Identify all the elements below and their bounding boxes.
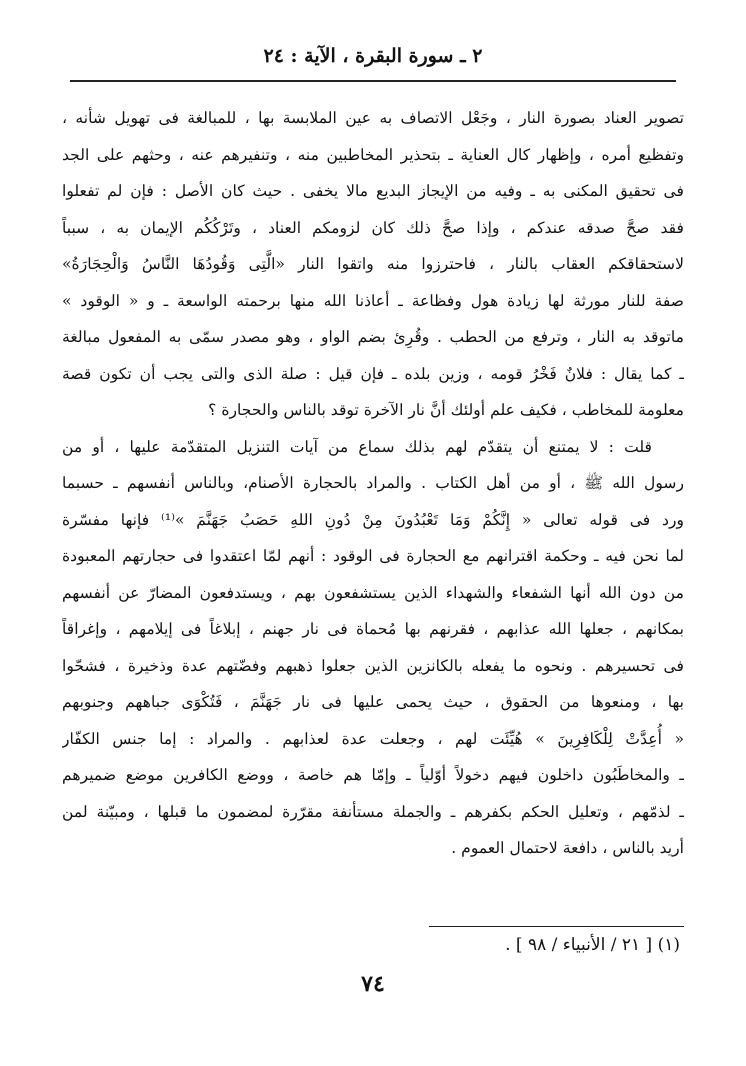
text-line: رسول الله ﷺ ، أو من أهل الكتاب . والمراد بالحجارة الأصنام، وبالناس أنفسهم ـ حسبما: [62, 474, 684, 492]
running-header: ٢ ـ سورة البقرة ، الآية : ٢٤: [263, 45, 483, 67]
text-line: وتفظيع أمره ، وإظهار كال العناية ـ بتحذير المخاطبين منه ، وتنفيرهم عنه ، وحثهم على الجد: [62, 145, 684, 164]
text-line: قلت : لا يمتنع أن يتقدّم لهم بذلك سماع من آيات التنزيل المتقدّمة عليها ، أو من: [62, 437, 652, 456]
text-line: معلومة للمخاطب ، فكيف علم أولئك أنَّ نار الآخرة توقد بالناس والحجارة ؟: [208, 401, 684, 419]
text-line: ـ والمخاطَبُون داخلون فيهم دخولاً أوّلياً ـ وإمّا هم خاصة ، ووضع الكافرين موضع ضميرهم: [62, 766, 684, 784]
page-number: ٧٤: [361, 971, 385, 997]
text-line: فى تحسيرهم . ونحوه ما يفعله بالكانزين الذين جعلوا ذهبهم وفضّتهم عدة وذخيرة ، فشحّوا: [62, 656, 684, 675]
text-line: ورد فى قوله تعالى « إِنَّكُمْ وَمَا تَعْبُدُونَ مِنْ دُونِ اللهِ حَصَبُ جَهَنَّمَ »⁽¹⁾ فإنها مفسّرة: [62, 510, 684, 529]
footnote-rule: [429, 926, 684, 927]
text-line: بها ، ومنعوها من الحقوق ، حيث يحمى عليها فى نار جَهَنَّمَ ، فَتُكْوَى جباههم وجنوبهم: [62, 693, 684, 711]
text-line: ماتوقد به النار ، وترفع من الحطب . وقُرِئ بضم الواو ، وهو مصدر سمّى به المفعول مبالغة: [62, 328, 684, 346]
header-rule: [70, 80, 676, 82]
text-line: ـ لذمّهم ، وتعليل الحكم بكفرهم ـ والجملة مستأنفة مقرّرة لمضمون ما قبلها ، ومبيّنة لمن: [62, 802, 684, 821]
text-line: « أُعِدَّتْ لِلْكَافِرِينَ » هُيِّئَت لهم ، وجعلت عدة لعذابهم . والمراد : إما جنس الكفّار: [62, 729, 684, 748]
text-line: لاستحقاقكم العقاب بالنار ، فاحترزوا منه واتقوا النار «الَّتِى وَقُودُهَا النَّاسُ وَالْحِجَارَةُ»: [62, 255, 684, 273]
text-line: فى تحقيق المكنى به ـ وفيه من الإيجاز البديع مالا يخفى . حيث كان الأصل : فإن لم تفعلوا: [62, 182, 684, 200]
text-line: صفة للنار مورثة لها زيادة هول وفظاعة ـ أعاذنا الله منها برحمته الواسعة ـ و « الوقود »: [62, 291, 684, 310]
text-line: ـ كما يقال : فلانٌ فَخْرُ قومه ، وزين بلده ـ فإن قيل : صلة الذى والتى يجب أن تكون قصة: [62, 364, 684, 383]
text-line: بمكانهم ، جعلها الله عذابهم ، فقرنهم بها مُحماة فى نار جهنم ، إبلاغاً فى إيلامهم ، وإغراقاً: [62, 620, 684, 638]
text-line: فقد صحَّ صدقه عندكم ، وإذا صحَّ ذلك كان لزومكم العناد ، وتَرْكُكُم الإيمان به ، سبباً: [62, 218, 684, 237]
text-line: تصوير العناد بصورة النار ، وجَعْل الاتصاف به عين الملابسة بها ، للمبالغة فى تهويل شأنه ،: [62, 109, 684, 127]
text-line: لما نحن فيه ـ وحكمة اقترانهم مع الحجارة فى الوقود : أنهم لمّا اعتقدوا فى حجارتهم المعبودة: [62, 547, 684, 565]
footnote: (١) [ ٢١ / الأنبياء / ٩٨ ] .: [505, 935, 680, 955]
text-line: من دون الله أنها الشفعاء والشهداء الذين يستشفعون بهم ، ويستدفعون المضارّ عن أنفسهم: [62, 583, 684, 602]
text-line: أريد بالناس ، دافعة لاحتمال العموم .: [451, 839, 684, 857]
body-text: [62, 100, 684, 867]
